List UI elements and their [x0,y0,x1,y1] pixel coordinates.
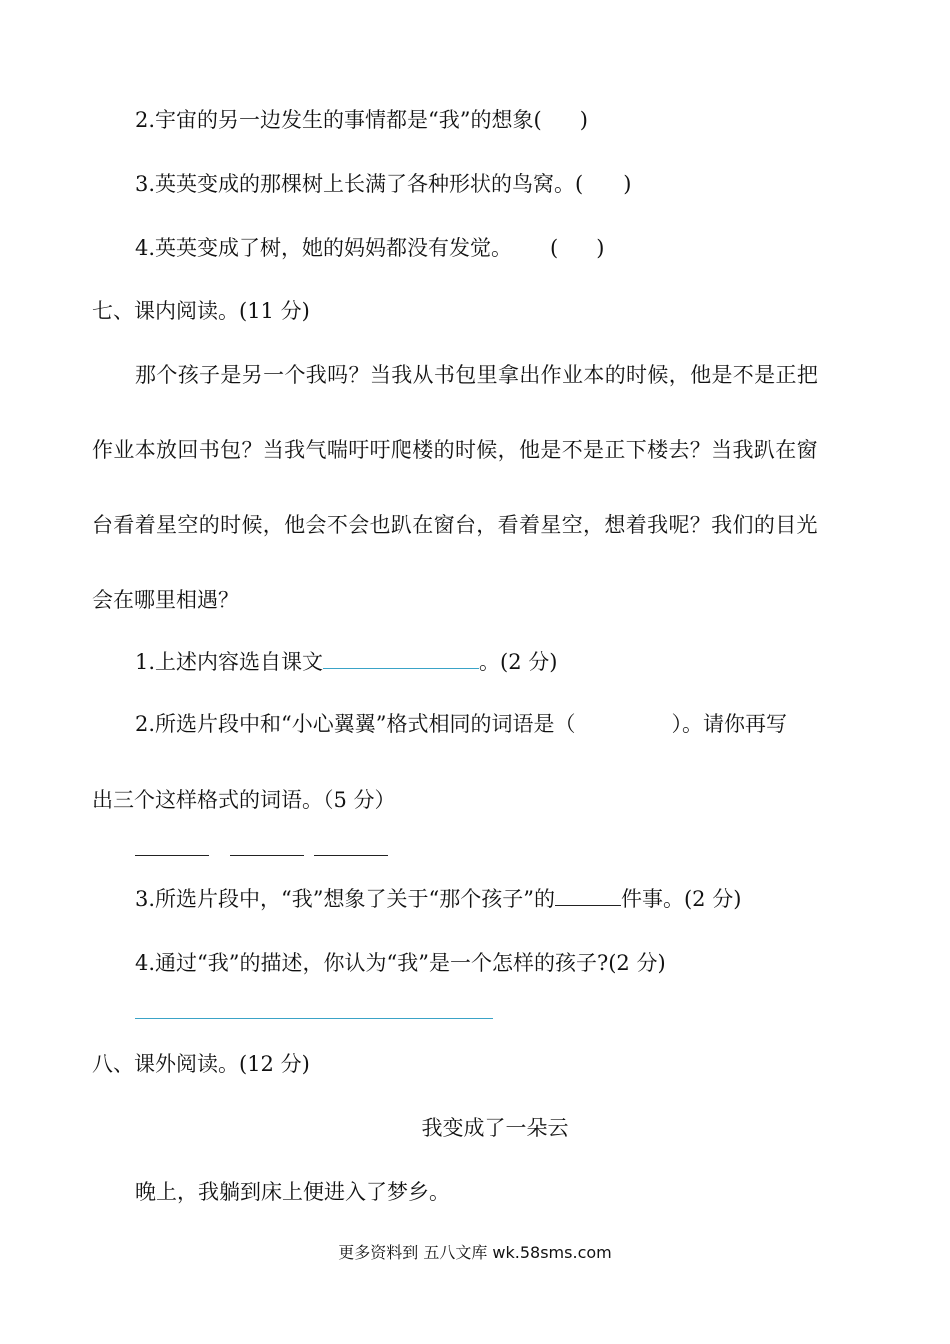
question-7-1 [135,648,557,676]
judge-item-2-close: ) [579,108,588,132]
question-7-3 [135,885,741,913]
story-first-line: 晚上，我躺到床上便进入了梦乡。 [135,1180,450,1204]
story-title: 我变成了一朵云 [421,1116,569,1140]
judge-item-3-text: 3.英英变成的那棵树上长满了各种形状的鸟窝。( [135,172,584,196]
answer-line-2[interactable] [230,855,304,856]
judge-item-3 [135,170,631,198]
page-footer: 更多资料到 五八文库 wk.58sms.com [338,1243,612,1262]
judge-item-4-open: ( [550,236,559,260]
judge-item-4-text: 4.英英变成了树，她的妈妈都没有发觉。 [135,236,513,260]
question-7-3-text: 3.所选片段中，“我”想象了关于“那个孩子”的 [135,887,555,911]
answer-blank[interactable] [555,885,621,906]
passage-line-4: 会在哪里相遇？ [92,588,239,612]
answer-line-4[interactable] [135,1018,493,1019]
question-7-2-text-end: ）。请你再写 [671,712,788,736]
section-8-heading: 八、课外阅读。(12 分) [92,1052,310,1076]
judge-item-2 [135,106,588,134]
answer-line-1[interactable] [135,855,209,856]
answer-blank[interactable] [323,648,479,669]
passage-line-1: 那个孩子是另一个我吗？当我从书包里拿出作业本的时候，他是不是正把 [135,363,819,387]
judge-item-3-close: ) [623,172,632,196]
question-7-4: 4.通过“我”的描述，你认为“我”是一个怎样的孩子?(2 分) [135,951,666,975]
question-7-3-score: 件事。(2 分) [620,887,742,911]
question-7-2-line-2: 出三个这样格式的词语。（5 分） [92,788,396,812]
passage-line-3: 台看着星空的时候，他会不会也趴在窗台，看着星空，想着我呢？我们的目光 [92,513,818,537]
answer-line-3[interactable] [314,855,388,856]
question-7-2 [135,710,787,738]
judge-item-2-text: 2.宇宙的另一边发生的事情都是“我”的想象( [135,108,542,132]
judge-item-4 [135,234,604,262]
judge-item-4-close: ) [596,236,605,260]
passage-line-2: 作业本放回书包？当我气喘吁吁爬楼的时候，他是不是正下楼去？当我趴在窗 [92,438,818,462]
question-7-2-text: 2.所选片段中和“小心翼翼”格式相同的词语是（ [135,712,576,736]
question-7-1-text: 1.上述内容选自课文 [135,650,324,674]
section-7-heading: 七、课内阅读。(11 分) [92,299,310,323]
question-7-1-score: 。(2 分) [479,650,558,674]
